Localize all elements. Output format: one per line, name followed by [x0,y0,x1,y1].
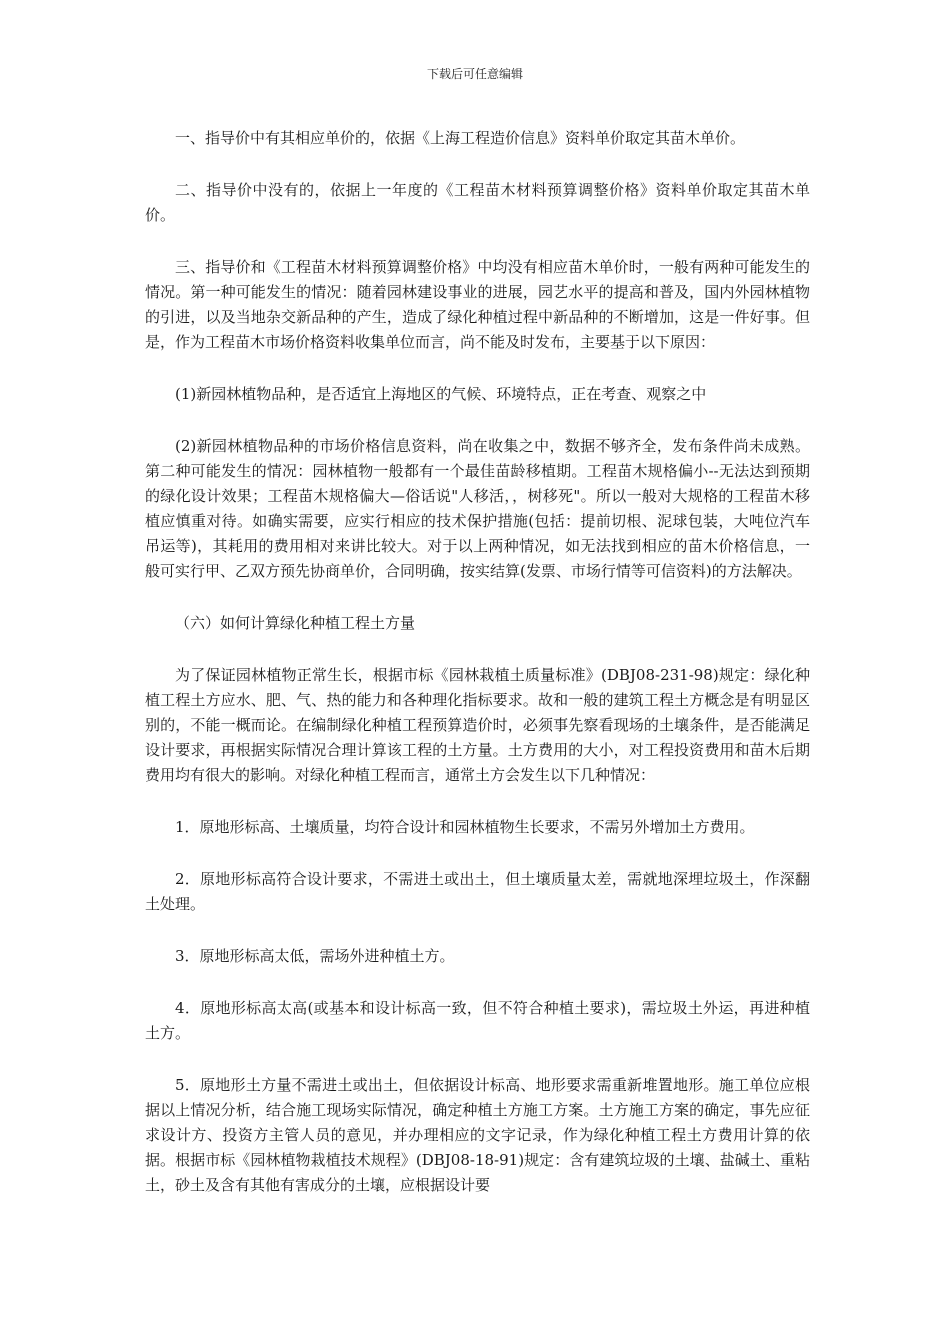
list-item-3: 3．原地形标高太低，需场外进种植土方。 [175,947,455,965]
section-heading: （六）如何计算绿化种植工程土方量 [175,614,416,632]
list-item-4: 4．原地形标高太高(或基本和设计标高一致，但不符合种植土要求)，需垃圾土外运，再进种植土方。 [145,999,810,1042]
page-header: 下载后可任意编辑 [426,67,523,81]
list-item-5: 5．原地形土方量不需进土或出土，但依据设计标高、地形要求需重新堆置地形。施工单位应根据以上情况分析，结合施工现场实际情况，确定种植土方施工方案。土方施工方案的确定，事先应征求设计方、投资方主管人员的意见，并办理相应的文字记录，作为绿化种植工程土方费用计算的依据。根据市标《园林植物栽植技术规程》(DBJ08-18-91)规定：含有建筑垃圾的土壤、盐碱土、重粘土，砂土及含有其他有害成分的土壤，应根据设计要 [145,1076,810,1194]
paragraph-2: 二、指导价中没有的，依据上一年度的《工程苗木材料预算调整价格》资料单价取定其苗木单价。 [145,181,810,224]
paragraph-4: (1)新园林植物品种，是否适宜上海地区的气候、环境特点，正在考查、观察之中 [175,385,707,403]
paragraph-7: 为了保证园林植物正常生长，根据市标《园林栽植土质量标准》(DBJ08-231-98)规定：绿化种植工程土方应水、肥、气、热的能力和各种理化指标要求。故和一般的建筑工程土方概念是有明显区别的，不能一概而论。在编制绿化种植工程预算造价时，必须事先察看现场的土壤条件，是否能满足设计要求，再根据实际情况合理计算该工程的土方量。土方费用的大小，对工程投资费用和苗木后期费用均有很大的影响。对绿化种植工程而言，通常土方会发生以下几种情况： [145,666,810,784]
paragraph-5: (2)新园林植物品种的市场价格信息资料，尚在收集之中，数据不够齐全，发布条件尚未成熟。第二种可能发生的情况：园林植物一般都有一个最佳苗龄移植期。工程苗木规格偏小--无法达到预期的绿化设计效果；工程苗木规格偏大—俗话说"人移活，，树移死"。所以一般对大规格的工程苗木移植应慎重对待。如确实需要，应实行相应的技术保护措施(包括：提前切根、泥球包装，大吨位汽车吊运等)，其耗用的费用相对来讲比较大。对于以上两种情况，如无法找到相应的苗木价格信息，一般可实行甲、乙双方预先协商单价，合同明确，按实结算(发票、市场行情等可信资料)的方法解决。 [145,437,810,580]
document-body [145,126,810,1225]
list-item-1: 1．原地形标高、土壤质量，均符合设计和园林植物生长要求，不需另外增加土方费用。 [175,818,755,836]
paragraph-1: 一、指导价中有其相应单价的，依据《上海工程造价信息》资料单价取定其苗木单价。 [175,129,746,147]
list-item-2: 2．原地形标高符合设计要求，不需进土或出土，但土壤质量太差，需就地深埋垃圾土，作深翻土处理。 [145,870,810,913]
paragraph-3: 三、指导价和《工程苗木材料预算调整价格》中均没有相应苗木单价时，一般有两种可能发生的情况。第一种可能发生的情况：随着园林建设事业的进展，园艺水平的提高和普及，国内外园林植物的引进，以及当地杂交新品种的产生，造成了绿化种植过程中新品种的不断增加，这是一件好事。但是，作为工程苗木市场价格资料收集单位而言，尚不能及时发布，主要基于以下原因： [145,258,810,351]
